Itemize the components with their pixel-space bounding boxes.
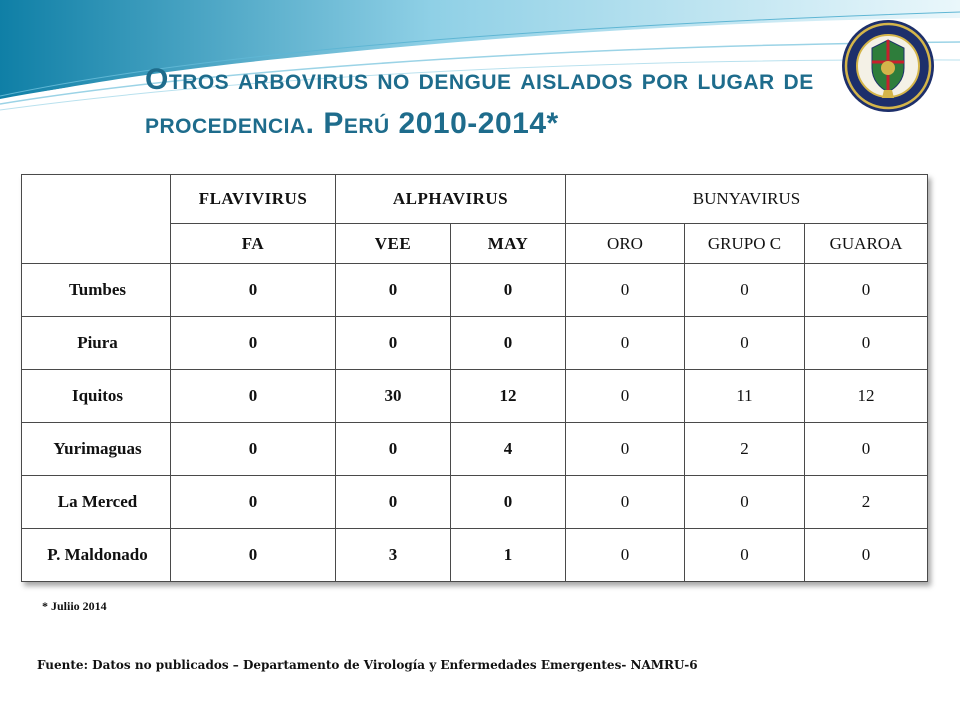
table-row: [22, 264, 928, 317]
table-cell: 0: [685, 476, 805, 529]
row-label: Piura: [22, 317, 171, 370]
table-row: [22, 317, 928, 370]
table-cell: 0: [336, 423, 451, 476]
title-line-1: Otros arbovirus no dengue aislados por lugar de: [145, 63, 814, 96]
table-cell: 0: [685, 317, 805, 370]
row-label: Iquitos: [22, 370, 171, 423]
table-cell: 4: [451, 423, 566, 476]
slide-title: [145, 58, 865, 146]
table-cell: 1: [451, 529, 566, 582]
group-header-row: [22, 175, 928, 224]
table-cell: 2: [685, 423, 805, 476]
table-cell: 0: [171, 529, 336, 582]
table-cell: 0: [685, 264, 805, 317]
table-cell: 0: [171, 423, 336, 476]
column-header: GRUPO C: [685, 224, 805, 264]
table-cell: 0: [171, 370, 336, 423]
table-cell: 0: [336, 317, 451, 370]
table-cell: 0: [805, 317, 928, 370]
table-row: [22, 476, 928, 529]
source-note: Fuente: Datos no publicados – Departamento de Virología y Enfermedades Emergentes- NAMRU-6: [37, 658, 698, 672]
table-cell: 0: [805, 423, 928, 476]
table-cell: 0: [566, 370, 685, 423]
column-header: VEE: [336, 224, 451, 264]
group-header: FLAVIVIRUS: [171, 175, 336, 224]
row-label: Tumbes: [22, 264, 171, 317]
table-cell: 12: [451, 370, 566, 423]
table-cell: 0: [336, 264, 451, 317]
table-cell: 0: [566, 264, 685, 317]
table-cell: 0: [451, 264, 566, 317]
table-cell: 0: [566, 476, 685, 529]
table-cell: 0: [451, 317, 566, 370]
footnote: * Juliio 2014: [42, 599, 107, 613]
table-cell: 0: [451, 476, 566, 529]
table-cell: 0: [171, 264, 336, 317]
table-row: [22, 529, 928, 582]
table-cell: 30: [336, 370, 451, 423]
table-cell: 0: [566, 423, 685, 476]
table-cell: 0: [336, 476, 451, 529]
column-header: ORO: [566, 224, 685, 264]
group-header: BUNYAVIRUS: [566, 175, 928, 224]
column-header: MAY: [451, 224, 566, 264]
row-label: P. Maldonado: [22, 529, 171, 582]
column-header: FA: [171, 224, 336, 264]
table-row: [22, 370, 928, 423]
table-cell: 0: [685, 529, 805, 582]
column-header: GUAROA: [805, 224, 928, 264]
table-cell: 0: [171, 317, 336, 370]
row-label: La Merced: [22, 476, 171, 529]
table-cell: 3: [336, 529, 451, 582]
namru-6-seal-icon: [840, 18, 936, 114]
corner-cell: [22, 175, 171, 264]
table-cell: 0: [566, 317, 685, 370]
arbovirus-table: [21, 174, 928, 582]
table-cell: 0: [566, 529, 685, 582]
table-cell: 11: [685, 370, 805, 423]
table-row: [22, 423, 928, 476]
row-label: Yurimaguas: [22, 423, 171, 476]
table-cell: 2: [805, 476, 928, 529]
table-cell: 0: [805, 529, 928, 582]
table-cell: 0: [805, 264, 928, 317]
title-line-2: procedencia. Perú 2010-2014*: [145, 107, 559, 140]
group-header: ALPHAVIRUS: [336, 175, 566, 224]
table-cell: 12: [805, 370, 928, 423]
table-cell: 0: [171, 476, 336, 529]
